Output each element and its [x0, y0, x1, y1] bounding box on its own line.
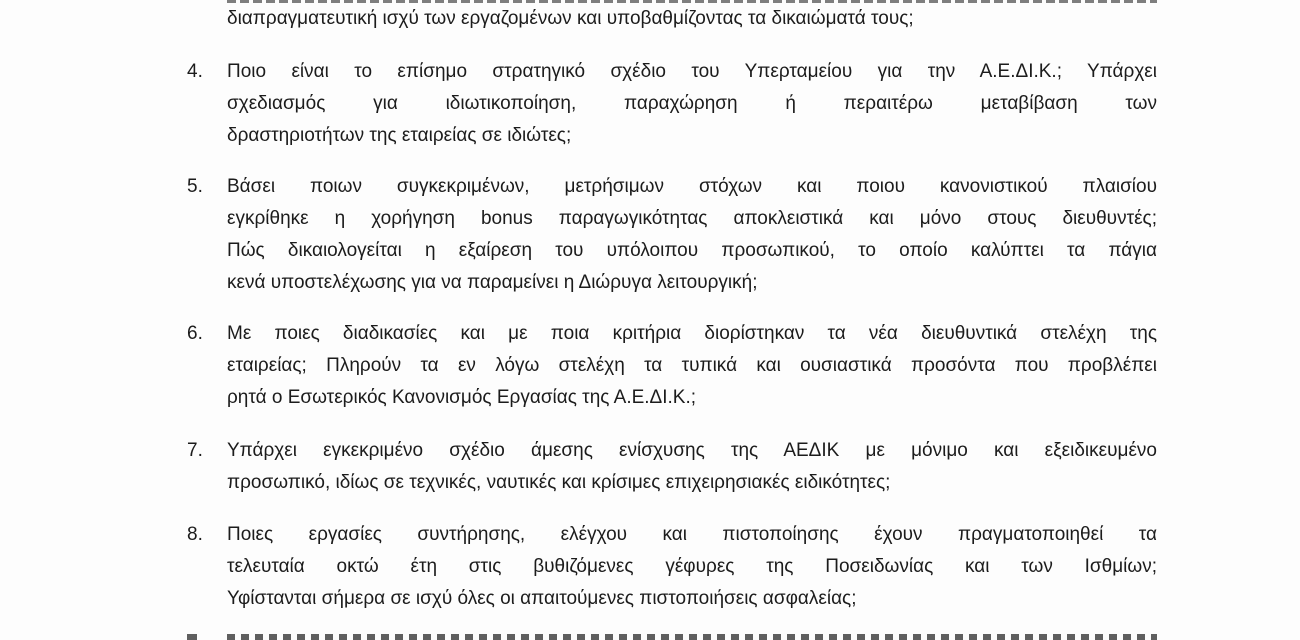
text-line: τελευταία οκτώ έτη στις βυθιζόμενες γέφυρες της Ποσειδωνίας και των Ισθμίων; — [227, 556, 1157, 577]
text-line: Ποιο είναι το επίσημο στρατηγικό σχέδιο του Υπερταμείου για την Α.Ε.ΔΙ.Κ.; Υπάρχει — [227, 61, 1157, 82]
text-line: ρητά ο Εσωτερικός Κανονισμός Εργασίας της Α.Ε.ΔΙ.Κ.; — [227, 387, 697, 408]
text-line: Ποιες εργασίες συντήρησης, ελέγχου και πιστοποίησης έχουν πραγματοποιηθεί τα — [227, 524, 1157, 545]
question-number: 7. — [187, 440, 203, 461]
text-line: διαπραγματευτική ισχύ των εργαζομένων και υποβαθμίζοντας τα δικαιώματά τους; — [227, 8, 914, 29]
text-line: κενά υποστελέχωσης για να παραμείνει η Διώρυγα λειτουργική; — [227, 272, 758, 293]
text-line: Υπάρχει εγκεκριμένο σχέδιο άμεσης ενίσχυσης της ΑΕΔΙΚ με μόνιμο και εξειδικευμένο — [227, 440, 1157, 461]
question-number: 5. — [187, 176, 203, 197]
question-number: 6. — [187, 323, 203, 344]
text-line: Με ποιες διαδικασίες και με ποια κριτήρια διορίστηκαν τα νέα διευθυντικά στελέχη της — [227, 323, 1157, 344]
text-line: Πώς δικαιολογείται η εξαίρεση του υπόλοιπου προσωπικού, το οποίο καλύπτει τα πάγια — [227, 240, 1157, 261]
question-number: 4. — [187, 61, 203, 82]
text-line: σχεδιασμός για ιδιωτικοποίηση, παραχώρηση ή περαιτέρω μεταβίβαση των — [227, 93, 1157, 114]
text-line: εγκρίθηκε η χορήγηση bonus παραγωγικότητας αποκλειστικά και μόνο στους διευθυντές; — [227, 208, 1157, 229]
cut-off-number — [187, 634, 197, 640]
text-line: δραστηριοτήτων της εταιρείας σε ιδιώτες; — [227, 125, 572, 146]
text-line: προσωπικό, ιδίως σε τεχνικές, ναυτικές και κρίσιμες επιχειρησιακές ειδικότητες; — [227, 472, 891, 493]
text-line: Υφίστανται σήμερα σε ισχύ όλες οι απαιτούμενες πιστοποιήσεις ασφαλείας; — [227, 588, 857, 609]
text-line: Βάσει ποιων συγκεκριμένων, μετρήσιμων στόχων και ποιου κανονιστικού πλαισίου — [227, 176, 1157, 197]
cut-off-text-line — [227, 634, 1157, 640]
text-line: εταιρείας; Πληρούν τα εν λόγω στελέχη τα τυπικά και ουσιαστικά προσόντα που προβλέπει — [227, 355, 1157, 376]
next-question-fragment — [187, 630, 1157, 640]
question-number: 8. — [187, 524, 203, 545]
